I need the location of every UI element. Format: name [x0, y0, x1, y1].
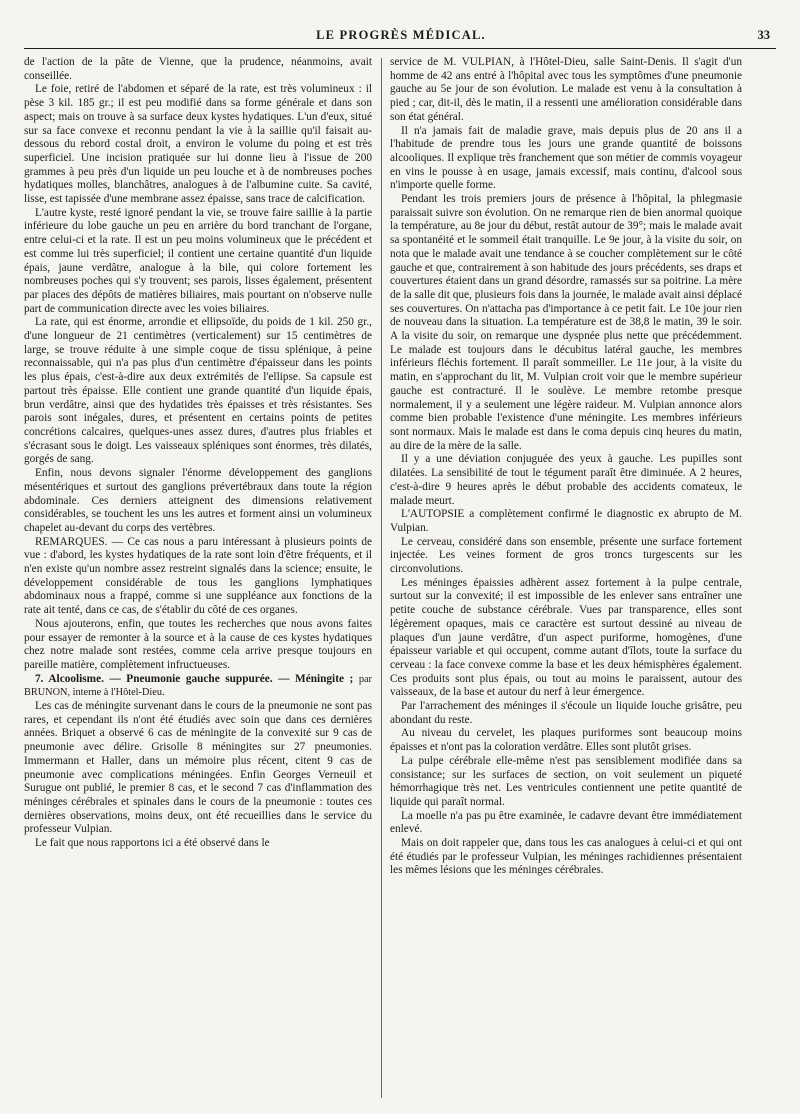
paragraph: La moelle n'a pas pu être examinée, le cadavre devant être immédiatement enlevé.	[390, 809, 742, 836]
left-column	[24, 56, 372, 1096]
paragraph: Le foie, retiré de l'abdomen et séparé de la rate, est très volumineux : il pèse 3 kil. 185 gr.; il est peu modifié dans sa forme générale et dans son aspect; mais on trouve à sa surface deux kystes hydatiques. L'un d'eux, situé sur sa face convexe et reconnu pendant la vie à la saillie qu'il faisait au-dessous du rebord costal droit, a environ le volume du poing et est très superficiel. Une incision pratiquée sur lui donne lieu à l'issue de 200 grammes à peu près d'un liquide un peu louche et à de nombreuses poches hydatiques molles, blanchâtres, analogues à de l'albumine cuite. Sa cavité, lisse, est tapissée d'une membrane assez épaisse, sans trace de calcification.	[24, 83, 372, 206]
running-title: LE PROGRÈS MÉDICAL.	[316, 28, 486, 42]
paragraph: Les méninges épaissies adhèrent assez fortement à la pulpe centrale, surtout sur la convexité; il est impossible de les enlever sans entraîner une petite couche de substance cérébrale. Vues par transparence, elles sont légèrement opaques, mais ce caractère est surtout dessiné au niveau de plaques d'un jaune verdâtre, d'un aspect puriforme, homogènes, d'une épaisseur variable et qui occupent, comme autant d'îlots, toute la surface du cerveau : la face convexe comme la base et les deux hémisphères également. Ces produits sont plus épais, ou tout au moins le paraissent, autour des vaisseaux, de la base et autour du nerf à leur émergence.	[390, 576, 742, 699]
paragraph: Le fait que nous rapportons ici a été observé dans le	[35, 837, 270, 850]
case-title: 7. Alcoolisme. — Pneumonie gauche suppurée. — Méningite ;	[35, 672, 354, 685]
paragraph: Il n'a jamais fait de maladie grave, mais depuis plus de 20 ans il a l'habitude de prendre tous les jours une grande quantité de boissons alcooliques. Il explique très franchement que son métier de commis voyageur en vins le pousse à en usage, jamais excessif, mais continu, d'alcool sous n'importe quelle forme.	[390, 124, 742, 192]
column-divider	[381, 58, 382, 1098]
paragraph: Le cerveau, considéré dans son ensemble, présente une surface fortement injectée. Les veines forment de gros troncs turgescents sur les circonvolutions.	[390, 535, 742, 576]
paragraph: Il y a une déviation conjuguée des yeux à gauche. Les pupilles sont dilatées. La sensibilité de tout le tégument paraît être diminuée. A 2 heures, c'est-à-dire 9 heures après le début probable des accidents comateux, le malade meurt.	[390, 453, 742, 507]
paragraph: La rate, qui est énorme, arrondie et ellipsoïde, du poids de 1 kil. 250 gr., d'une longueur de 21 centimètres (verticalement) sur 15 centimètres de large, se trouve réduite à une simple coque de tissu splénique, à peine reconnaissable, qui n'a pas plus d'un centimètre d'épaisseur dans les points les plus épais, c'est-à-dire aux deux extrémités de l'ellipse. Sa capsule est partout très épaisse. Elle contient une grande quantité d'un liquide épais, brun verdâtre, ainsi que des hydatides très épaisses et très résistantes. Ses parois sont inégales, dures, et présentent en certains points de petites concrétions calcaires, quelques-unes assez dures, d'autres plus friables et s'écrasant sous le doigt. Les vaisseaux spléniques sont énormes, très dilatés, gorgés de sang.	[24, 316, 372, 466]
paragraph: Mais on doit rappeler que, dans tous les cas analogues à celui-ci et qui ont été étudiés par le professeur Vulpian, les méninges rachidiennes présentaient les mêmes lésions que les méninges cérébrales.	[390, 837, 742, 877]
paragraph: Les cas de méningite survenant dans le cours de la pneumonie ne sont pas rares, et cependant ils n'ont été étudiés avec soin que dans ces dernières années. Briquet a observé 6 cas de méningite de la convexité sur 9 cas de pneumonie avec délire. Grisolle 8 méningites sur 27 pneumonies. Immermann et Haller, dans un mémoire plus récent, citent 9 cas de pneumonie avec complications méningées. Enfin Georges Verneuil et Surugue ont publié, le premier 8 cas, et le second 7 cas d'inflammation des méninges cérébrales et spinales dans le cours de la pneumonie : toutes ces dernières observations, moins deux, ont été recueillies dans le service du professeur Vulpian.	[24, 700, 372, 836]
case-byline: par BRUNON, interne à l'Hôtel-Dieu.	[24, 673, 372, 699]
right-column	[390, 56, 742, 1096]
paragraph: L'autre kyste, resté ignoré pendant la vie, se trouve faire saillie à la partie inférieure du lobe gauche un peu en arrière du bord tranchant de l'organe, entre celui-ci et la rate. Il est un peu moins volumineux que le précédent et est comme lui très superficiel; il contient une certaine quantité d'un liquide épais, jaune verdâtre, analogue à la bile, qui colore fortement les nombreuses poches qui s'y trouvent; ses parois, lisses également, présentent par places des dépôts de matières biliaires, mais pourtant on n'observe nulle part de communication directe avec les voies biliaires.	[24, 206, 372, 315]
paragraph: Enfin, nous devons signaler l'énorme développement des ganglions mésentériques et surtout des ganglions prévertébraux dans toute la région abdominale. Ces derniers atteignent des dimensions relativement considérables, se touchent les uns les autres et forment ainsi un volumineux chapelet au-devant du corps des vertèbres.	[24, 467, 372, 534]
header-rule	[24, 48, 776, 49]
paragraph: Au niveau du cervelet, les plaques puriformes sont beaucoup moins épaisses et n'ont pas la coloration verdâtre. Elles sont plutôt grises.	[390, 727, 742, 754]
page-header	[26, 28, 776, 46]
paragraph: Pendant les trois premiers jours de présence à l'hôpital, la phlegmasie paraissait suivre son évolution. On ne remarque rien de bien anormal quoique la température, au 8e jour du début, restât autour de 39°; mais le malade avait sa spontanéité et le sommeil était tranquille. Le 9e jour, à la visite du soir, on nota que le malade avait une tendance à se coucher complètement sur le côté gauche et que, contrairement à son habitude des jours précédents, ses draps et couvertures étaient dans un grand désordre, ramassés sur sa poitrine. La mère de la salle dit que, plusieurs fois dans la journée, le malade avait ainsi déplacé ses couvertures. On n'attacha pas d'importance à ce petit fait. Le 10e jour rien de nouveau dans la situation. La température est de 38,8 le matin, 39 le soir. A la visite du soir, on remarque une dyspnée plus nette que précédemment. Le malade est toujours dans le décubitus latéral gauche, les membres inférieurs fléchis fortement. Il paraît sommeiller. Le 11e jour, à la visite du matin, en s'approchant du lit, M. Vulpian croit voir que le membre supérieur gauche est contracturé. Il le soulève. Le membre retombe presque normalement, il y a seulement une légère raideur. M. Vulpian annonce alors comme bien probable l'existence d'une méningite. Les membres inférieurs sont normaux. Mais le malade est dans le coma depuis cinq heures du matin, au dire de la mère de la salle.	[390, 193, 742, 452]
paragraph: La pulpe cérébrale elle-même n'est pas sensiblement modifiée dans sa consistance; sur les surfaces de section, on voit seulement un piqueté hémorrhagique très net. Les ventricules contiennent une petite quantité de liquide qui paraît normal.	[390, 754, 742, 808]
paragraph: Nous ajouterons, enfin, que toutes les recherches que nous avons faites pour essayer de remonter à la source et à la cause de ces kystes hydatiques chez notre malade sont restées, comme cela arrive presque toujours en pareille matière, complètement infructueuses.	[24, 617, 372, 671]
case-heading	[24, 673, 372, 700]
remarks-paragraph: REMARQUES. — Ce cas nous a paru intéressant à plusieurs points de vue : d'abord, les kystes hydatiques de la rate sont loin d'être fréquents, et il n'en existe qu'un nombre assez restreint signalés dans la science; ensuite, le développement considérable de tous les ganglions lymphatiques abdominaux nous a frappé, comme si une suppléance aux fonctions de la rate ait tenté, dans ce cas, de s'établir du côté de ces organes.	[24, 535, 372, 617]
paragraph: de l'action de la pâte de Vienne, que la prudence, néanmoins, avait conseillée.	[24, 56, 372, 82]
paragraph: Par l'arrachement des méninges il s'écoule un liquide louche grisâtre, peu abondant du reste.	[390, 700, 742, 726]
paragraph: service de M. VULPIAN, à l'Hôtel-Dieu, salle Saint-Denis. Il s'agit d'un homme de 42 ans entré à l'hôpital avec tous les symptômes d'une pneumonie gauche au 5e jour de son évolution. Le malade est venu à la consultation à pied ; car, dit-il, dès le matin, il a ressenti une amélioration considérable dans son état général.	[390, 56, 742, 123]
page-number: 33	[757, 28, 770, 42]
autopsy-paragraph: L'AUTOPSIE a complètement confirmé le diagnostic ex abrupto de M. Vulpian.	[390, 508, 742, 534]
